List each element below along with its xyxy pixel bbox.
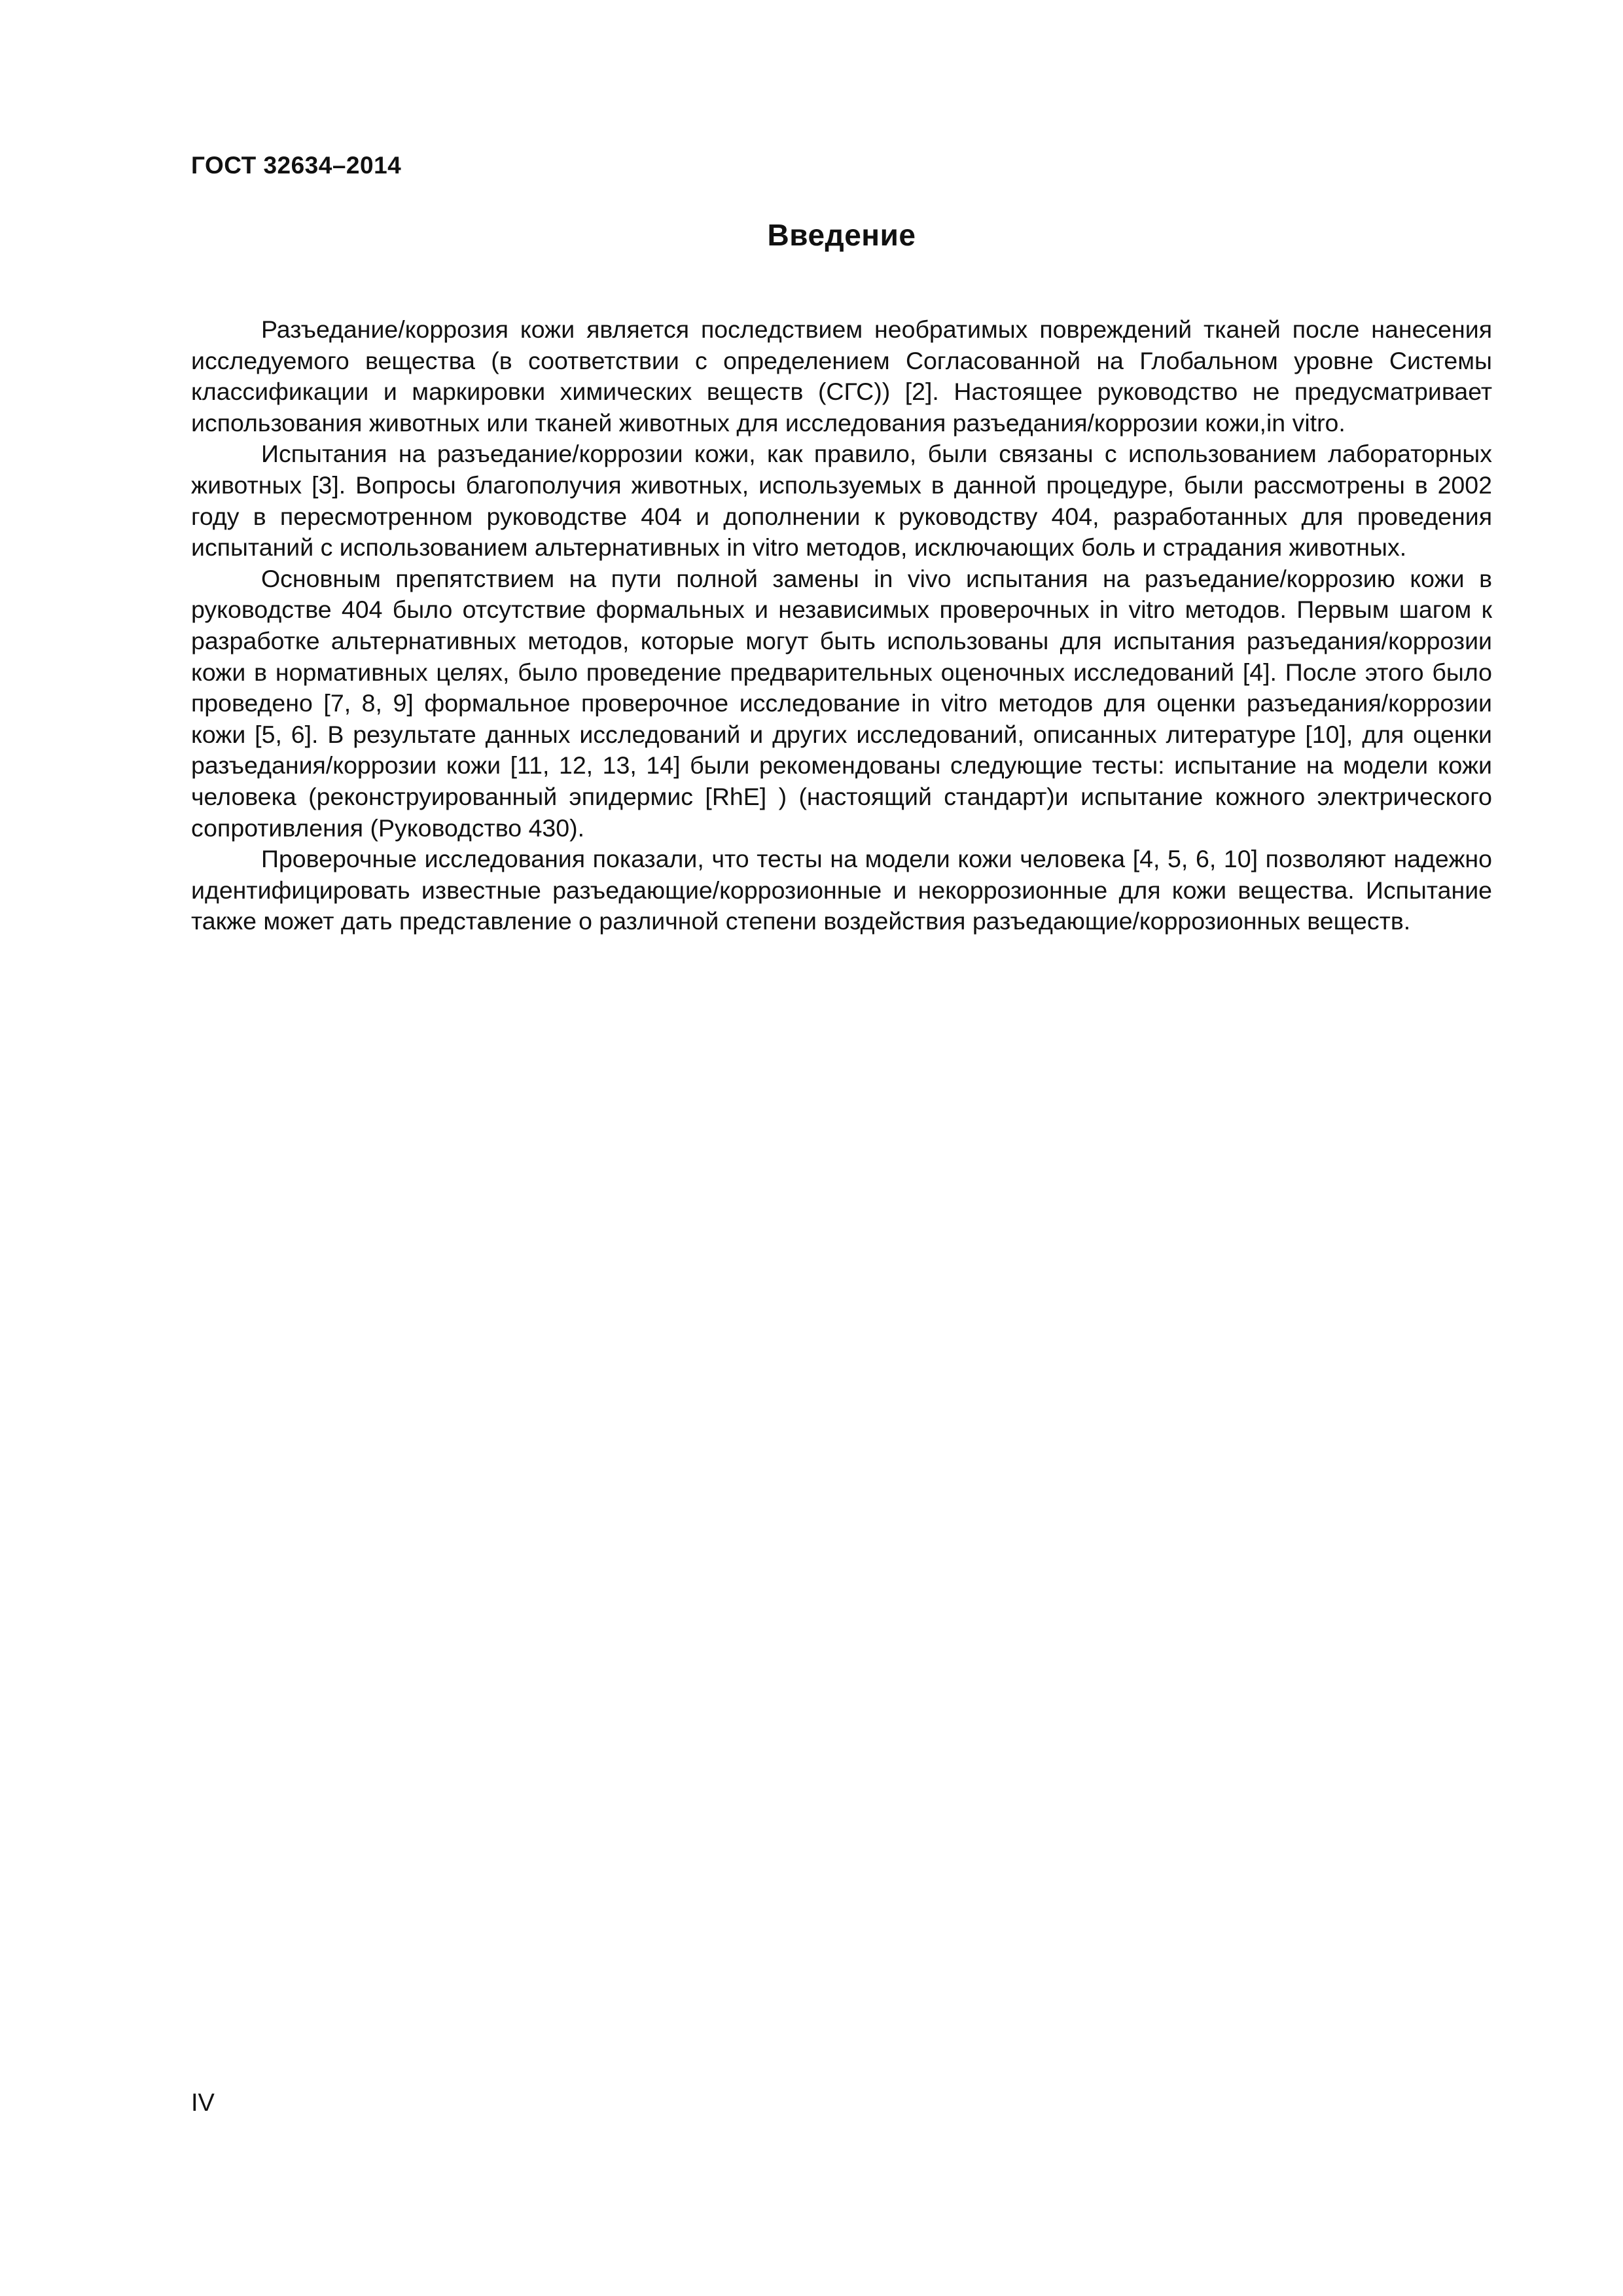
section-title: Введение bbox=[767, 218, 916, 252]
paragraph: Разъедание/коррозия кожи является последствием необратимых повреждений тканей после нанесения исследуемого вещества (в соответствии с определением Согласованной на Глобальном уровне Системы классификации и маркировки химических веществ (СГС)) [2]. Настоящее руководство не предусматривает использования животных или тканей животных для исследования разъедания/коррозии кожи,in vitro. bbox=[191, 315, 1492, 437]
paragraph: Проверочные исследования показали, что тесты на модели кожи человека [4, 5, 6, 10] позволяют надежно идентифицировать известные разъедающие/коррозионные и некоррозионные для кожи вещества. Испытание также может дать представление о различной степени воздействия разъедающие/коррозионных веществ. bbox=[191, 845, 1492, 935]
paragraph: Основным препятствием на пути полной замены in vivo испытания на разъедание/коррозию кожи в руководстве 404 было отсутствие формальных и независимых проверочных in vitro методов. Первым шагом к разработке альтернативных методов, которые могут быть использованы для испытания разъедания/коррозии кожи в нормативных целях, было проведение предварительных оценочных исследований [4]. После этого было проведено [7, 8, 9] формальное проверочное исследование in vitro методов для оценки разъедания/коррозии кожи [5, 6]. В результате данных исследований и других исследований, описанных литературе [10], для оценки разъедания/коррозии кожи [11, 12, 13, 14] были рекомендованы следующие тесты: испытание на модели кожи человека (реконструированный эпидермис [RhE] ) (настоящий стандарт)и испытание кожного электрического сопротивления (Руководство 430). bbox=[191, 564, 1492, 842]
page-number: IV bbox=[191, 2089, 215, 2117]
body-text bbox=[191, 314, 1492, 937]
document-code: ГОСТ 32634–2014 bbox=[191, 152, 402, 179]
paragraph: Испытания на разъедание/коррозии кожи, как правило, были связаны с использованием лабораторных животных [3]. Вопросы благополучия животных, используемых в данной процедуре, были рассмотрены в 2002 году в пересмотренном руководстве 404 и дополнении к руководству 404, разработанных для проведения испытаний с использованием альтернативных in vitro методов, исключающих боль и страдания животных. bbox=[191, 440, 1492, 562]
